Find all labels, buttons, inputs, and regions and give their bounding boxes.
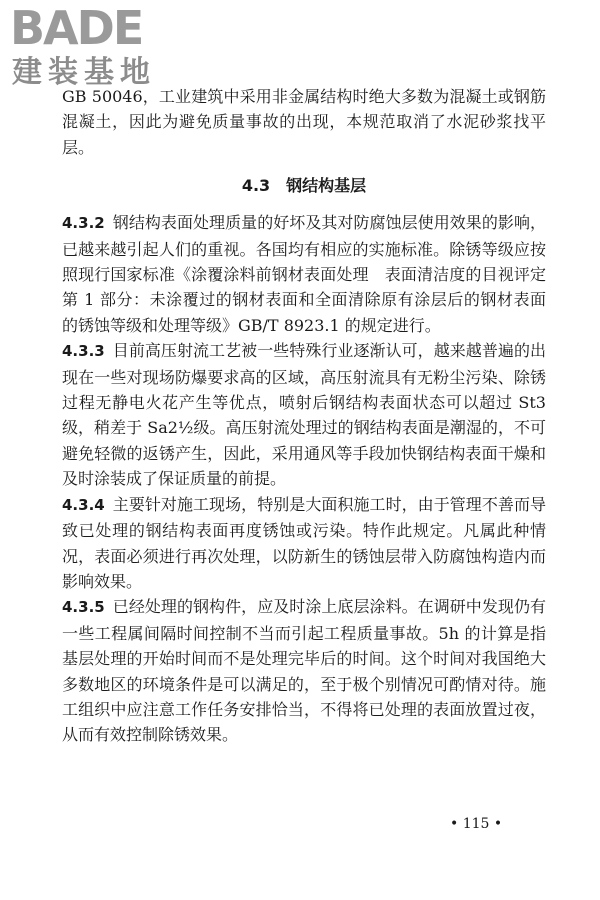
clause-text: 钢结构表面处理质量的好坏及其对防腐蚀层使用效果的影响，已越来越引起人们的重视。各国均有相应的实施标准。除锈等级应按照现行国家标准《涂覆涂料前钢材表面处理 表面清洁度的目视评定 第 1 部分：未涂覆过的钢材表面和全面清除原有涂层后的钢材表面的锈蚀等级和处理等级》GB/T 8923.1 的规定进行。 bbox=[62, 213, 563, 335]
clause-4-3-4 bbox=[62, 492, 546, 595]
section-number: 4.3 bbox=[241, 176, 271, 196]
clause-text: 目前高压射流工艺被一些特殊行业逐渐认可，越来越普遍的出现在一些对现场防爆要求高的区域，高压射流具有无粉尘污染、除锈过程无静电火花产生等优点，喷射后钢结构表面状态可以超过 St3 级，稍差于 Sa2½级。高压射流处理过的钢结构表面是潮湿的，不可避免轻微的返锈产生，因此，采用通风等手段加快钢结构表面干燥和及时涂装成了保证质量的前提。 bbox=[62, 341, 546, 489]
section-heading bbox=[62, 173, 546, 198]
clause-number: 4.3.4 bbox=[62, 495, 105, 514]
page-content bbox=[62, 84, 563, 748]
clause-4-3-2 bbox=[62, 210, 563, 338]
intro-paragraph: GB 50046，工业建筑中采用非金属结构时绝大多数为混凝土或钢筋混凝土，因此为避免质量事故的出现，本规范取消了水泥砂浆找平层。 bbox=[62, 87, 546, 157]
clause-number: 4.3.5 bbox=[62, 598, 105, 617]
clause-4-3-5 bbox=[62, 594, 546, 747]
section-title: 钢结构基层 bbox=[286, 176, 367, 196]
clause-number: 4.3.3 bbox=[62, 342, 105, 361]
watermark-logo bbox=[10, 1, 185, 94]
clause-4-3-3 bbox=[62, 338, 546, 491]
page-number: • 115 • bbox=[450, 816, 503, 832]
clause-text: 主要针对施工现场，特别是大面积施工时，由于管理不善而导致已处理的钢结构表面再度锈蚀或污染。特作此规定。凡属此种情况，表面必须进行再次处理，以防新生的锈蚀层带入防腐蚀构造内而影响效果。 bbox=[62, 494, 546, 591]
logo-subtitle: 建装基地 bbox=[12, 55, 156, 90]
clause-number: 4.3.2 bbox=[62, 214, 105, 233]
logo-wordmark: BADE bbox=[10, 1, 143, 55]
clause-text: 已经处理的钢构件，应及时涂上底层涂料。在调研中发现仍有一些工程属间隔时间控制不当而引起工程质量事故。5h 的计算是指基层处理的开始时间而不是处理完毕后的时间。这个时间对我国绝大多数地区的环境条件是可以满足的，至于极个别情况可酌情对待。施工组织中应注意工作任务安排恰当，不得将已处理的表面放置过夜，从而有效控制除锈效果。 bbox=[62, 597, 546, 745]
